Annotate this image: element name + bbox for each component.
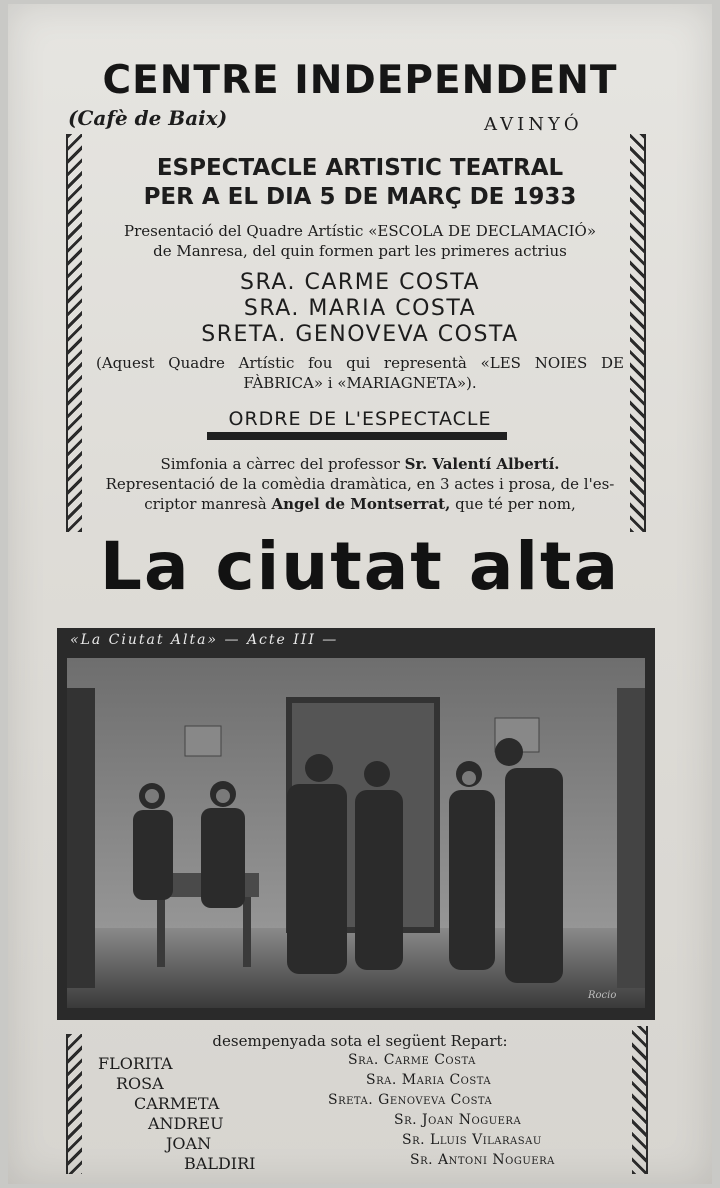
actor-name: Sr. Lluis Vilarasau [402, 1132, 542, 1148]
role-name: BALDIRI [184, 1154, 256, 1173]
actor-name: Sr. Antoni Noguera [410, 1152, 555, 1168]
play-title: La ciutat alta [99, 528, 621, 605]
rep-prefix: criptor manresà [144, 495, 267, 513]
venue-location: AVINYÓ [484, 114, 583, 135]
actress-1: SRA. CARME COSTA [239, 270, 480, 295]
left-zigzag-border-lower [66, 1034, 82, 1174]
author-name: Angel de Montserrat, [271, 495, 451, 513]
stage-scene-illustration [57, 628, 655, 1020]
cast-intro: desempenyada sota el següent Repart: [212, 1032, 508, 1050]
presentation-text [95, 221, 625, 261]
order-underline [207, 432, 507, 440]
symphony-prefix: Simfonia a càrrec del professor [160, 455, 400, 473]
program-description [90, 454, 630, 514]
stage-photo [57, 628, 655, 1020]
presentation-line-2: de Manresa, del quin formen part les primeres actrius [153, 242, 567, 260]
actress-2: SRA. MARIA COSTA [243, 296, 477, 321]
spectacle-date: PER A EL DIA 5 DE MARÇ DE 1933 [143, 184, 577, 210]
role-name: ANDREU [148, 1114, 224, 1133]
representation-line-2 [90, 494, 630, 514]
representation-line-1: Representació de la comèdia dramàtica, en 3 actes i prosa, de l'es- [105, 475, 615, 493]
presentation-line-1: Presentació del Quadre Artístic «ESCOLA DE DECLAMACIÓ» [123, 222, 597, 240]
photo-caption: «La Ciutat Alta» — Acte III — [70, 632, 339, 648]
actress-3: SRETA. GENOVEVA COSTA [201, 322, 519, 347]
symphony-line [90, 454, 630, 474]
venue-title: CENTRE INDEPENDENT [102, 58, 618, 103]
order-heading: ORDRE DE L'ESPECTACLE [228, 408, 492, 430]
actor-name: Sra. Carme Costa [348, 1052, 476, 1068]
rep-suffix: que té per nom, [455, 495, 576, 513]
role-name: ROSA [116, 1074, 164, 1093]
conductor-name: Sr. Valentí Albertí. [404, 455, 560, 473]
actor-name: Sreta. Genoveva Costa [328, 1092, 493, 1108]
ensemble-note: (Aquest Quadre Artístic fou qui representà «LES NOIES DE FÀBRICA» i «MARIAGNETA»). [96, 354, 624, 392]
venue-subtitle: (Cafè de Baix) [68, 106, 228, 130]
actor-name: Sra. Maria Costa [366, 1072, 492, 1088]
actor-name: Sr. Joan Noguera [394, 1112, 522, 1128]
role-name: JOAN [166, 1134, 212, 1153]
spectacle-line-1: ESPECTACLE ARTISTIC TEATRAL [156, 155, 564, 181]
photo-signature: Rocio [588, 990, 617, 1001]
role-name: FLORITA [98, 1054, 173, 1073]
role-name: CARMETA [134, 1094, 220, 1113]
spectacle-heading [0, 154, 720, 212]
